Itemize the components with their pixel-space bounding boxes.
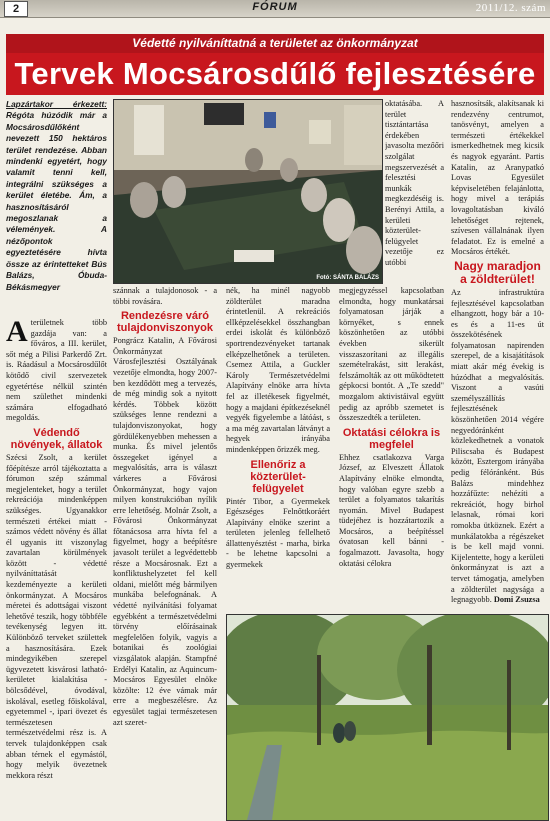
column-4-body-2: Ehhez csatlakozva Varga József, az Elveszett Állatok Alapítvány elnöke elmondta, hogy valóban egyre szebb a terület a folyamatos takarítás nyomán. Mivel Budapest tüdejéhez is hozzátartozik a Mocsáros, a beépítéssel óvatosan kell bánni - fogalmazott. Javasolta, hogy oktatási célokra <box>339 452 444 568</box>
subheading-3: Ellenőriz a közterület-felügyelet <box>250 458 306 495</box>
column-1-body: Szécsi Zsolt, a kerület főépítésze arról tájékoztatta a fórumon szép számmal megjelenteket, hogy a terület rekreációja mindenképpen szükséges. Ugyanakkor természeti értékei miatt - számos védett növény és állat él ugyanis itt viszonylag zavartalan körülmények között - védetté nyilváníttatását kezdeményezte a kerületi önkormányzat. A Mocsáros méretei és adottságai viszont lehetővé teszik, hogy többféle tevékenység legyen itt. Különböző terveket születtek a hasznosítására. Ezek mindegyikében szerepel ügyvezetett kisvárosi latható-kerületet kialakítása - bölcsődével, óvodával, iskolával, esetleg főiskolával, egyetemmel -, ipari övezet és természetesen természetvédelmi rész is. A tervek tulajdonképpen csak abban térnek el egymástól, hogy melyik övezetnek mekkora részt <box>6 452 107 780</box>
dropcap: A <box>6 318 28 348</box>
column-2-body: Pongrácz Katalin, A Fővárosi Önkormányzat Városfejlesztési Osztályának vezetője elmondta, hogy 2007-ben kezdődött meg a tervezés, de még mindig sok a nyitott kérdés. Többek között szükséges lenne rendezni a tulajdonviszonyokat, hogy gördülékenyebben mehessen a munka. És mivel jelentős összegeket igényel a megvalósítás, arra is választ várkeres a Fővárosi Önkormányzat, hogy vajon milyen konstrukcióban nyílik erre lehetőség. Molnár Zsolt, a Fővárosi Önkormányzat főtanácsosa arra hívta fel a figyelmet, hogy a beépítésre javasolt terület a legvédettebb része a Mocsárosnak. Ezt a konfliktushelyzetet fel kell oldani, mielőtt még bármilyen munkába belefognának. A védetté nyilvánítási folyamat egyébként a természetvédelmi törvény előírásainak megfelelően folyik, vagyis a botanikai és zoológiai vizsgálatok alapján. Stampfné Erdélyi Katalin, az Aquincum-Mocsáros Egyesület elnöke közölte: 12 éve vámak már erre a megbeszélésre. Az egyesület tagjai természetesen azt szeret- <box>113 336 217 727</box>
issue-number: 2011/12. szám <box>475 2 546 14</box>
nature-photo <box>226 614 549 821</box>
column-2-top: szánnak a tulajdonosok - a többi rovására. <box>113 286 217 306</box>
column-1 <box>6 318 107 818</box>
subheading-4: Oktatási célokra is megfelel <box>342 426 441 451</box>
article-lead <box>6 99 107 291</box>
column-5 <box>451 99 544 611</box>
lead-text: Régóta húzódik már a Mocsárosdűlőként nevezett 150 hektáros terület rendezése. Abban mindenki egyetért, hogy valamit tenni kell, integrálni szükséges a kerület életébe. Ám, a hasznosításáról megoszlanak a vélemények. A nézőpontok egyeztetésére hívta össze az érintetteket Bús Balázs, Óbuda-Békásmegyer <box>6 110 107 291</box>
article-headline: Tervek Mocsárosdűlő fejlesztésére <box>6 53 544 95</box>
author-signature: Domi Zsuzsa <box>493 595 540 605</box>
meeting-photo <box>113 99 383 284</box>
column-2 <box>113 286 217 818</box>
subheading-1: Védendő növények, állatok <box>10 426 103 451</box>
masthead: FÓRUM <box>252 1 298 13</box>
column-3-body: nék, ha minél nagyobb zöldterület maradna érintetlenül. A rekreációs ellképzelésekkel összhangban erdei iskolát és különböző sportrendezvényeket tartanak elképzelhetőnek a területen. Csemez Attila, a Guckler Károly Természetvédelmi Alapítvány elnöke arra hívta fel az illetékesek figyelmét, hogy a majdani építkezéseknél vegyék figyelembe a látóást, s a ma még zavartalan látványt a hegyek irányába mindenképpen őrizzék meg. <box>226 286 330 454</box>
column-4 <box>339 286 444 611</box>
subheading-2: Rendezésre váró tulajdonviszonyok <box>117 310 213 335</box>
column-3-body-2: Pintér Tibor, a Gyermekek Egészséges Felnőttkoráért Alapítvány elnöke szerint a területen jelenleg fellelhető állattenyésztést - marha, birka - be lehetne kapcsolni a gyermekek <box>226 496 330 570</box>
page-number: 2 <box>4 1 28 17</box>
meeting-photo-graphic <box>114 100 382 283</box>
column-4-top: oktatásába. A terület tisztántartása érdekében javasolta mezőőri szolgálat megszervezését a felesztési munkák megkezdéséig is. Berényi Attila, a kerületi közterület-felügyelet vezetője ez utóbbi <box>385 99 444 267</box>
column-5-body: Az infrastruktúra fejlesztésével kapcsolatban elhangzott, hogy bár a 10-es és a 11-es út összekötésének folyamatosan napirenden szerepel, de a kisajátítások miatt akár még évekig is húzódhat a megvalósítás. Viszont a vasúti személyszállítás fejlesztésének köszönhetően 2014 végére negyedóránként közlekedhetnek a vonatok Piliscsaba és Budapest között, Esztergom irányába pedig félóránként. Bús Balázs mindehhez hozzáfűzte: nehézíti a rekreációt, hogy birhol lelasnak, római kori romokba ütköznek. Ezért a munkálatokba a régészeket is be kell majd vonni. Kijelentette, hogy a kerületi önkormányzat is azt a tervet támogatja, amelyben a zöldterület nagysága a legnagyobb. Domi Zsuzsa <box>451 287 544 605</box>
nature-photo-graphic <box>227 615 548 820</box>
article-kicker: Védetté nyilváníttatná a területet az önkormányzat <box>6 34 544 53</box>
lead-source: Lapzártakor érkezett: <box>6 99 107 109</box>
column-5-top: hasznosítsák, alakítsanak ki rendezvény centrumot, tanösvényt, amelyen a természeti értékekkel ismerkedhetnek meg kicsik és nagyok egyaránt. Partis Katalin, az Aranypatkó Lovas Egyesület képviseletében felajánlotta, hogy mivel a terápiás lovagoltatásban kiváló lehetőséget rejtenek, szívesen vállalnának ilyen feladatot. Ez is emelné a Mocsáros értékét. <box>451 99 544 257</box>
subheading-5: Nagy maradjon a zöldterület! <box>454 258 541 286</box>
photo-credit: Fotó: SÁNTA BALÁZS <box>316 275 379 281</box>
column-1-intro: Aterületnek több gazdája van: a főváros, a III. kerület, sőt még a Pilisi Parkerdő Zrt. is. Ráadásul a Mocsárosdűlőt kötődő civil szervezetek egyetértése nélkül szintén nem születhet mindenki számára elfogadható megoldás. <box>6 318 107 423</box>
column-4-body: megjegyzéssel kapcsolatban elmondta, hogy munkatársai folyamatosan járják a környéket, s ennek köszönhetően az utóbbi években sikerült visszaszorítani az illegális szemételrakást, sitt lerakást, felszámolták az ott működtetett gépkocsi bontót. A „Te szedd" mozgalom aktivistáival együtt pedig az apróbb szemetet is összeszedték a területen. <box>339 286 444 423</box>
page-header <box>0 0 550 18</box>
column-3 <box>226 286 330 611</box>
